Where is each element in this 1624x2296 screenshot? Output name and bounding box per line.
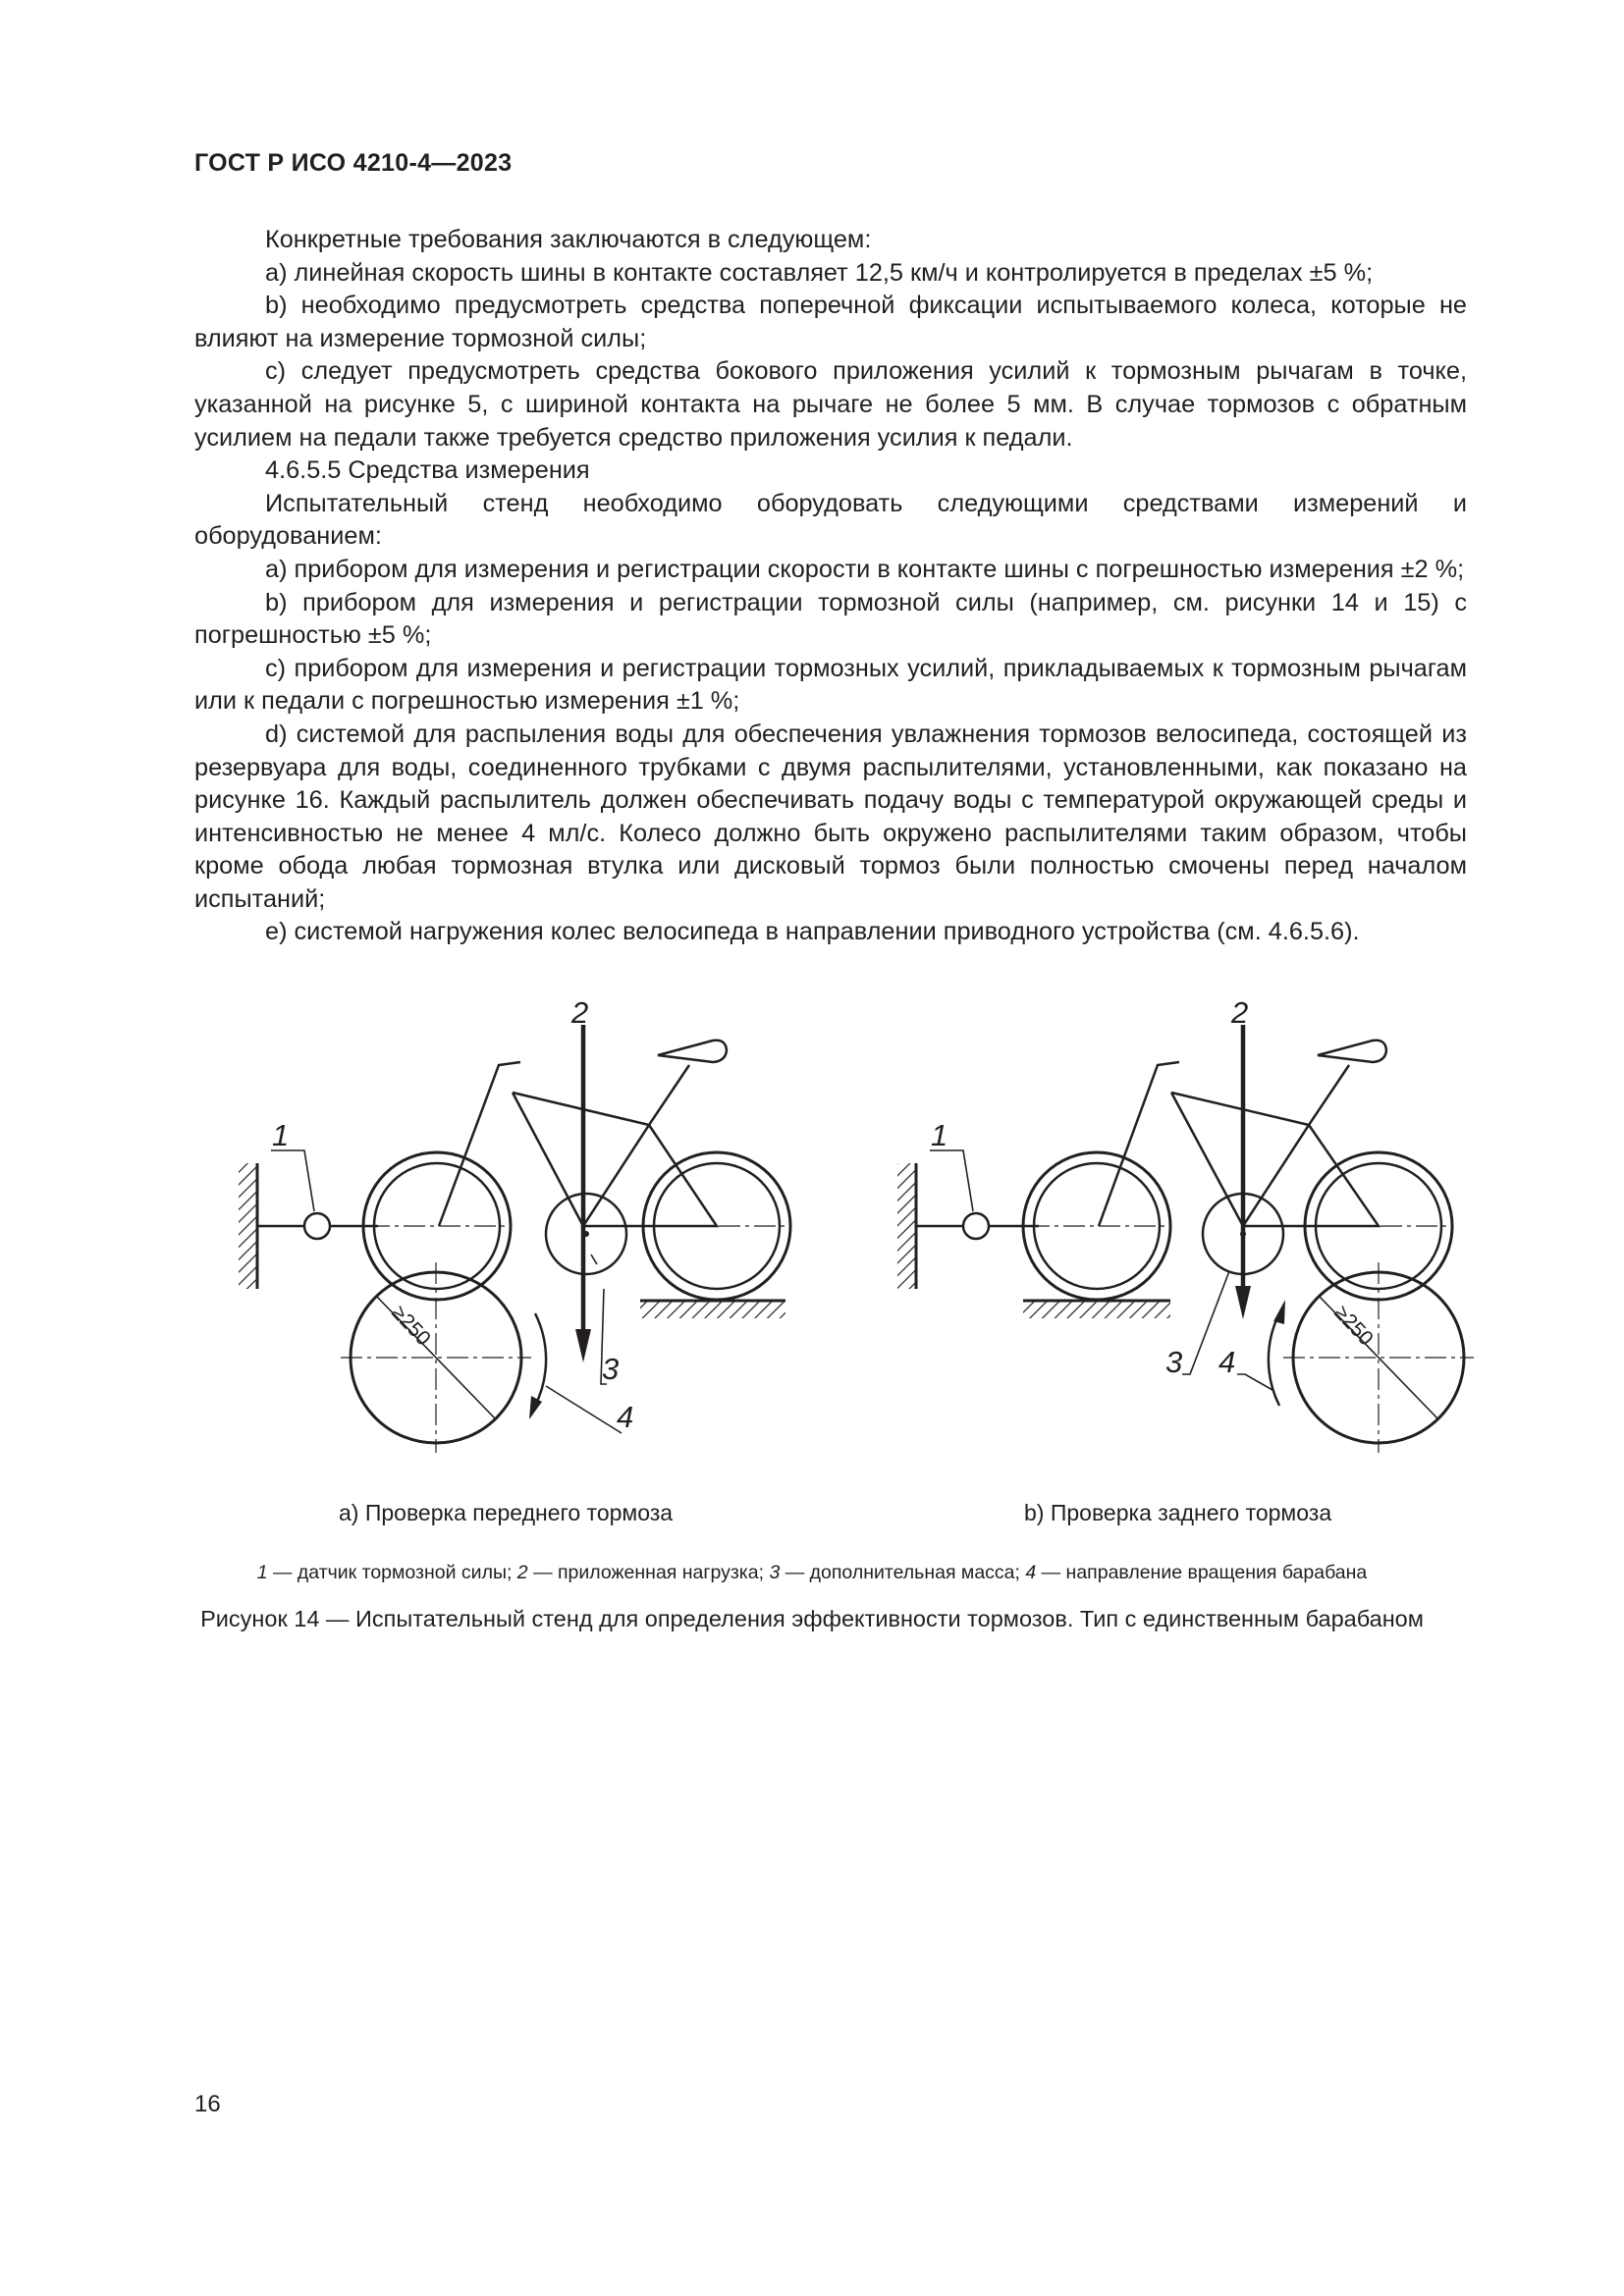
legend-text: — направление вращения барабана bbox=[1036, 1562, 1368, 1583]
label-additional-mass: 3 bbox=[602, 1352, 620, 1386]
label-applied-load: 2 bbox=[1231, 1001, 1249, 1030]
saddle bbox=[658, 1041, 727, 1062]
paragraph: Конкретные требования заключаются в следующем: bbox=[265, 226, 872, 253]
drum-dimension: ≥250 bbox=[387, 1301, 435, 1351]
panel-b-rear-brake bbox=[897, 1025, 1474, 1453]
subcaption-rear: b) Проверка заднего тормоза bbox=[1024, 1500, 1332, 1525]
page-number: 16 bbox=[194, 2091, 221, 2117]
label-rotation: 4 bbox=[617, 1400, 634, 1434]
paragraph: Испытательный стенд необходимо оборудовать следующими средствами измерений и оборудованием: bbox=[194, 489, 1467, 551]
force-sensor bbox=[304, 1213, 330, 1239]
section-heading: 4.6.5.5 Средства измерения bbox=[265, 456, 590, 485]
label-applied-load: 2 bbox=[571, 1001, 589, 1030]
fork bbox=[439, 1062, 520, 1226]
ground-hatch bbox=[1023, 1301, 1170, 1318]
label-force-sensor: 1 bbox=[272, 1118, 290, 1152]
figure-drawing bbox=[196, 1001, 1512, 1482]
figure-14 bbox=[196, 1001, 1512, 1482]
paragraph: e) системой нагружения колес велосипеда в направлении приводного устройства (см. 4.6.5.6). bbox=[265, 918, 1360, 946]
seat-post bbox=[1309, 1065, 1349, 1125]
legend-key: 3 bbox=[769, 1562, 781, 1583]
figure-legend bbox=[0, 1562, 1624, 1584]
down-tube bbox=[1171, 1093, 1243, 1226]
wall-hatch bbox=[897, 1163, 916, 1289]
document-header: ГОСТ Р ИСО 4210-4—2023 bbox=[194, 149, 513, 177]
legend-text: — датчик тормозной силы; bbox=[267, 1562, 517, 1583]
paragraph: b) необходимо предусмотреть средства поперечной фиксации испытываемого колеса, которые не влияют на измерение тормозной силы; bbox=[194, 292, 1467, 352]
ground-hatch bbox=[640, 1301, 785, 1318]
rotation-arc bbox=[535, 1313, 546, 1406]
force-sensor bbox=[963, 1213, 989, 1239]
legend-key: 1 bbox=[256, 1562, 268, 1583]
subcaption-front: a) Проверка переднего тормоза bbox=[339, 1500, 674, 1525]
paragraph: d) системой для распыления воды для обеспечения увлажнения тормозов велосипеда, состоящей из резервуара для воды, соединенного трубками с двумя распылителями, установленными, как показано на рисунке 16. Каждый распылитель должен обеспечивать подачу воды с температурой окружающей среды и интенсивностью не менее 4 мл/с. Колесо должно быть окружено распылителями таким образом, чтобы кроме обода любая тормозная втулка или дисковый тормоз были полностью смочены перед началом испытаний; bbox=[194, 720, 1467, 913]
paragraph: c) прибором для измерения и регистрации тормозных усилий, прикладываемых к тормозным рычагам или к педали с погрешностью измерения ±1 %; bbox=[194, 654, 1467, 716]
legend-text: — дополнительная масса; bbox=[780, 1562, 1026, 1583]
legend-key: 2 bbox=[516, 1562, 528, 1583]
down-tube bbox=[513, 1093, 583, 1226]
paragraph: a) прибором для измерения и регистрации скорости в контакте шины с погрешностью измерения ±2 %; bbox=[265, 555, 1465, 583]
legend-key: 4 bbox=[1025, 1562, 1037, 1583]
panel-a-front-brake bbox=[239, 1025, 790, 1453]
seat-post bbox=[649, 1065, 689, 1125]
paragraph: b) прибором для измерения и регистрации тормозной силы (например, см. рисунки 14 и 15) с погрешностью ±5 %; bbox=[194, 588, 1467, 650]
figure-caption: Рисунок 14 — Испытательный стенд для определения эффективности тормозов. Тип с единственным барабаном bbox=[200, 1606, 1424, 1631]
label-force-sensor: 1 bbox=[931, 1118, 948, 1152]
wall-hatch bbox=[239, 1163, 257, 1289]
saddle bbox=[1318, 1041, 1386, 1062]
rotation-arc bbox=[1269, 1313, 1279, 1406]
label-rotation: 4 bbox=[1218, 1345, 1236, 1379]
body-text bbox=[194, 224, 1467, 949]
label-additional-mass: 3 bbox=[1165, 1345, 1183, 1379]
legend-text: — приложенная нагрузка; bbox=[527, 1562, 770, 1583]
drum-dimension: ≥250 bbox=[1329, 1301, 1378, 1351]
paragraph: c) следует предусмотреть средства бокового приложения усилий к тормозным рычагам в точке, указанной на рисунке 5, с шириной контакта на рычаге не более 5 мм. В случае тормозов с обратным усилием на педали также требуется средство приложения усилия к педали. bbox=[194, 357, 1467, 452]
paragraph: a) линейная скорость шины в контакте составляет 12,5 км/ч и контролируется в пределах ±5 %; bbox=[265, 258, 1374, 287]
